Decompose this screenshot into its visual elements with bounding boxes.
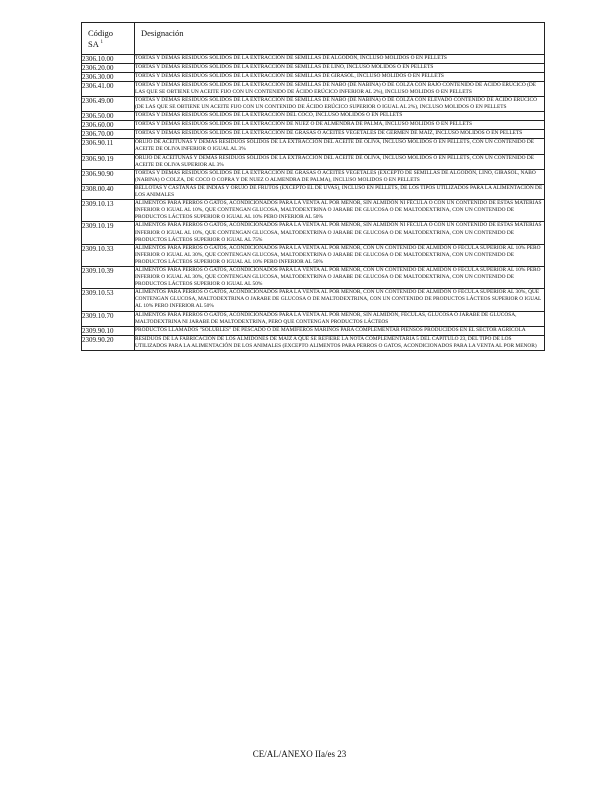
hs-code-cell: 2306.49.00 [82, 97, 135, 112]
page-footer: CE/AL/ANEXO IIa/es 23 [252, 749, 347, 759]
code-header-label: Código [88, 28, 114, 38]
hs-code-cell: 2306.90.90 [82, 169, 135, 184]
description-cell: TORTAS Y DEMÁS RESIDUOS SÓLIDOS DE LA EXTRACCIÓN DE SEMILLAS DE ALGODÓN, INCLUSO MOLIDOS O EN PELLETS [135, 55, 545, 64]
table-row [82, 97, 545, 112]
description-cell: ALIMENTOS PARA PERROS O GATOS, ACONDICIONADOS PARA LA VENTA AL POR MENOR, SIN ALMIDÓN NI FÉCULA O CON UN CONTENIDO DE ESTAS MATERIAS INFERIOR O IGUAL AL 10%, QUE CONTENGAN GLUCOSA, MALTODEXTRINA O JARABE DE GLUCOSA O DE MALTODEXTRINA, CON UN CONTENIDO DE PRODUCTOS LÁCTEOS SUPERIOR O IGUAL AL 10% PERO INFERIOR AL 50% [135, 200, 545, 222]
hs-code-cell: 2306.41.00 [82, 82, 135, 97]
description-cell: ALIMENTOS PARA PERROS O GATOS, ACONDICIONADOS PARA LA VENTA AL POR MENOR, CON UN CONTENIDO DE ALMIDÓN O FÉCULA SUPERIOR AL 10% PERO INFERIOR O IGUAL AL 30%, QUE CONTENGAN GLUCOSA, MALTODEXTRINA O JARABE DE GLUCOSA O DE MALTODEXTRINA, CON UN CONTENIDO DE PRODUCTOS LÁCTEOS SUPERIOR O IGUAL AL 50% [135, 266, 545, 288]
table-row [82, 130, 545, 139]
tariff-table [81, 22, 545, 351]
description-cell: ALIMENTOS PARA PERROS O GATOS, ACONDICIONADOS PARA LA VENTA AL POR MENOR, CON UN CONTENIDO DE ALMIDÓN O FÉCULA SUPERIOR AL 10% PERO INFERIOR O IGUAL AL 30%, QUE CONTENGAN GLUCOSA, MALTODEXTRINA O JARABE DE GLUCOSA O DE MALTODEXTRINA, CON UN CONTENIDO DE PRODUCTOS LÁCTEOS SUPERIOR O IGUAL AL 10% PERO INFERIOR AL 50% [135, 244, 545, 266]
hs-code-cell: 2306.20.00 [82, 64, 135, 73]
table-row [82, 55, 545, 64]
description-cell: ORUJO DE ACEITUNAS Y DEMÁS RESIDUOS SÓLIDOS DE LA EXTRACCIÓN DEL ACEITE DE OLIVA, INCLUSO MOLIDOS O EN PELLETS, CON UN CONTENIDO DE ACEITE DE OLIVA SUPERIOR AL 3% [135, 154, 545, 169]
description-cell: TORTAS Y DEMÁS RESIDUOS SÓLIDOS DE LA EXTRACCIÓN DE GRASAS O ACEITES VEGETALES DE GERMEN DE MAÍZ, INCLUSO MOLIDOS O EN PELLETS [135, 130, 545, 139]
table-row [82, 289, 545, 311]
hs-code-cell: 2306.50.00 [82, 112, 135, 121]
table-row [82, 121, 545, 130]
description-cell: ALIMENTOS PARA PERROS O GATOS, ACONDICIONADOS PARA LA VENTA AL POR MENOR, CON UN CONTENIDO DE ALMIDÓN O FÉCULA SUPERIOR AL 30%, QUE CONTENGAN GLUCOSA, MALTODEXTRINA O JARABE DE GLUCOSA O DE MALTODEXTRINA, CON UN CONTENIDO DE PRODUCTOS LÁCTEOS SUPERIOR O IGUAL AL 10% PERO INFERIOR AL 50% [135, 289, 545, 311]
table-row [82, 335, 545, 350]
description-cell: TORTAS Y DEMÁS RESIDUOS SÓLIDOS DE LA EXTRACCIÓN DE SEMILLAS DE LINO, INCLUSO MOLIDOS O EN PELLETS [135, 64, 545, 73]
hs-code-cell: 2306.90.11 [82, 139, 135, 154]
hs-code-cell: 2309.10.70 [82, 311, 135, 326]
description-cell: ALIMENTOS PARA PERROS O GATOS, ACONDICIONADOS PARA LA VENTA AL POR MENOR, SIN ALMIDÓN, FÉCULAS, GLUCOSA O JARABE DE GLUCOSA, MALTODEXTRINA NI JARABE DE MALTODEXTRINA, PERO QUE CONTENGAN PRODUCTOS LÁCTEOS [135, 311, 545, 326]
hs-code-cell: 2309.90.10 [82, 326, 135, 335]
table-row [82, 82, 545, 97]
table-row [82, 200, 545, 222]
description-header-label: Designación [141, 28, 184, 38]
table-row [82, 139, 545, 154]
hs-code-cell: 2306.70.00 [82, 130, 135, 139]
hs-code-cell: 2309.90.20 [82, 335, 135, 350]
description-column-header [135, 23, 545, 55]
hs-code-cell: 2309.10.33 [82, 244, 135, 266]
description-cell: RESIDUOS DE LA FABRICACIÓN DE LOS ALMIDONES DE MAÍZ A QUE SE REFIERE LA NOTA COMPLEMENTARIA 5 DEL CAPÍTULO 23, DEL TIPO DE LOS UTILIZADOS PARA LA ALIMENTACIÓN DE LOS ANIMALES (EXCEPTO ALIMENTOS PARA PERROS O GATOS, ACONDICIONADOS PARA LA VENTA AL POR MENOR) [135, 335, 545, 350]
hs-code-cell: 2306.30.00 [82, 73, 135, 82]
description-cell: TORTAS Y DEMÁS RESIDUOS SÓLIDOS DE LA EXTRACCIÓN DE SEMILLAS DE NABO (DE NABINA) O DE COLZA CON BAJO CONTENIDO DE ÁCIDO ERÚCICO (DE LAS QUE SE OBTIENE UN ACEITE FIJO CON UN CONTENIDO DE ÁCIDO ERÚCICO INFERIOR AL 2%), INCLUSO MOLIDOS O EN PELLETS [135, 82, 545, 97]
table-row [82, 154, 545, 169]
hs-code-cell: 2306.10.00 [82, 55, 135, 64]
table-row [82, 311, 545, 326]
table-row [82, 112, 545, 121]
description-cell: TORTAS Y DEMÁS RESIDUOS SÓLIDOS DE LA EXTRACCIÓN DE SEMILLAS DE GIRASOL, INCLUSO MOLIDOS O EN PELLETS [135, 73, 545, 82]
code-column-header [82, 23, 135, 55]
hs-code-cell: 2308.00.40 [82, 184, 135, 199]
hs-code-cell: 2306.60.00 [82, 121, 135, 130]
code-header-label-2: SA [88, 39, 99, 49]
description-cell: PRODUCTOS LLAMADOS "SOLUBLES" DE PESCADO O DE MAMÍFEROS MARINOS PARA COMPLEMENTAR PIENSOS PRODUCIDOS EN EL SECTOR AGRÍCOLA [135, 326, 545, 335]
description-cell: TORTAS Y DEMÁS RESIDUOS SÓLIDOS DE LA EXTRACCIÓN DE GRASAS O ACEITES VEGETALES (EXCEPTO DE SEMILLAS DE ALGODÓN, LINO, GIRASOL, NABO (NABINA) O COLZA, DE COCO O COPRA Y DE NUEZ O ALMENDRA DE PALMA), INCLUSO MOLIDOS O EN PELLETS [135, 169, 545, 184]
table-row [82, 184, 545, 199]
table-row [82, 169, 545, 184]
hs-code-cell: 2309.10.13 [82, 200, 135, 222]
table-row [82, 266, 545, 288]
table-row [82, 244, 545, 266]
hs-code-cell: 2306.90.19 [82, 154, 135, 169]
description-cell: BELLOTAS Y CASTAÑAS DE INDIAS Y ORUJO DE FRUTOS (EXCEPTO EL DE UVAS), INCLUSO EN PELLETS, DE LOS TIPOS UTILIZADOS PARA LA ALIMENTACIÓN DE LOS ANIMALES [135, 184, 545, 199]
description-cell: TORTAS Y DEMÁS RESIDUOS SÓLIDOS DE LA EXTRACCIÓN DE NUEZ O DE ALMENDRA DE PALMA, INCLUSO MOLIDOS O EN PELLETS [135, 121, 545, 130]
table-row [82, 64, 545, 73]
description-cell: ORUJO DE ACEITUNAS Y DEMÁS RESIDUOS SÓLIDOS DE LA EXTRACCIÓN DEL ACEITE DE OLIVA, INCLUSO MOLIDOS O EN PELLETS, CON UN CONTENIDO DE ACEITE DE OLIVA INFERIOR O IGUAL AL 3% [135, 139, 545, 154]
description-cell: TORTAS Y DEMÁS RESIDUOS SÓLIDOS DE LA EXTRACCIÓN DEL COCO, INCLUSO MOLIDOS O EN PELLETS [135, 112, 545, 121]
table-row [82, 73, 545, 82]
hs-code-cell: 2309.10.39 [82, 266, 135, 288]
table-row [82, 326, 545, 335]
description-cell: ALIMENTOS PARA PERROS O GATOS, ACONDICIONADOS PARA LA VENTA AL POR MENOR, SIN ALMIDÓN NI FÉCULA O CON UN CONTENIDO DE ESTAS MATERIAS INFERIOR O IGUAL AL 10%, QUE CONTENGAN GLUCOSA, MALTODEXTRINA O JARABE DE GLUCOSA O DE MALTODEXTRINA, CON UN CONTENIDO DE PRODUCTOS LÁCTEOS SUPERIOR O IGUAL AL 75% [135, 222, 545, 244]
code-header-footnote: 1 [100, 40, 104, 45]
table-body [82, 55, 545, 351]
hs-code-cell: 2309.10.19 [82, 222, 135, 244]
description-cell: TORTAS Y DEMÁS RESIDUOS SÓLIDOS DE LA EXTRACCIÓN DE SEMILLAS DE NABO (DE NABINA) O DE COLZA CON ELEVADO CONTENIDO DE ÁCIDO ERÚCICO (DE LAS QUE SE OBTIENE UN ACEITE FIJO CON UN CONTENIDO DE ÁCIDO ERÚCICO SUPERIOR O IGUAL AL 2%), INCLUSO MOLIDOS O EN PELLETS [135, 97, 545, 112]
table-header-row [82, 23, 545, 55]
hs-code-cell: 2309.10.53 [82, 289, 135, 311]
table-row [82, 222, 545, 244]
